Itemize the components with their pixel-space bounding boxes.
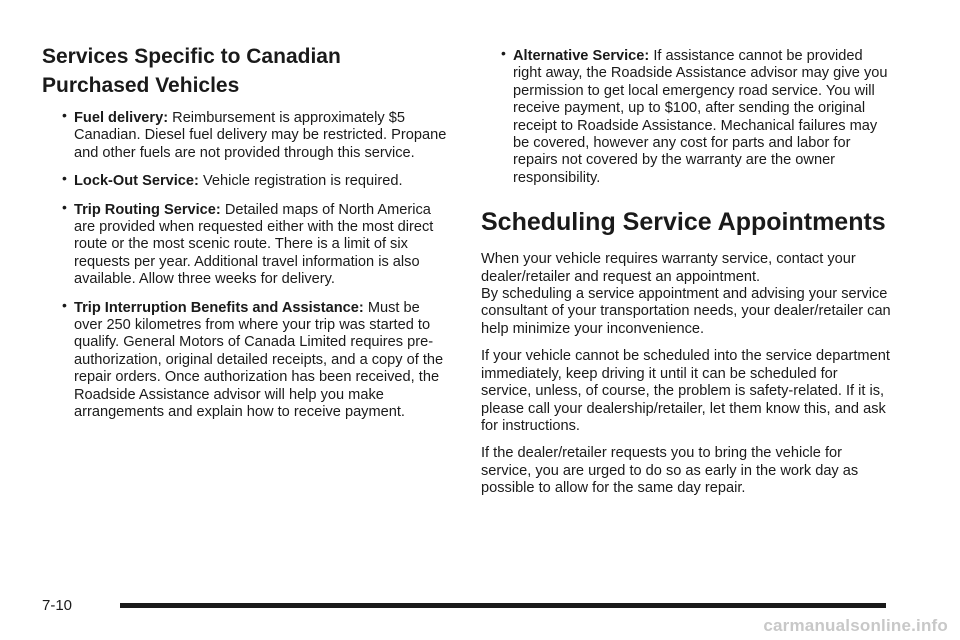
list-item-fuel-delivery (42, 107, 452, 162)
left-column (42, 42, 452, 433)
section-heading-scheduling: Scheduling Service Appointments (481, 208, 886, 237)
right-column (481, 45, 891, 508)
paragraph: By scheduling a service appointment and advising your service consultant of your transportation needs, your dealer/retailer can help minimize your inconvenience. (481, 286, 891, 337)
page-number: 7-10 (42, 597, 73, 614)
item-text: If assistance cannot be provided right away, the Roadside Assistance advisor may give you permission to get local emergency road service. You will receive payment, up to $100, after sending the original receipt to Roadside Assistance. Mechanical failures may be covered, however any cost for parts and labor for repairs not covered by the warranty are the owner responsibility. (513, 48, 888, 186)
item-text: Detailed maps of North America are provided when requested either with the most direct route or the most scenic route. There is a limit of six requests per year. Additional travel information is also available. Allow three weeks for delivery. (74, 201, 434, 288)
item-text: Reimbursement is approximately $5 Canadian. Diesel fuel delivery may be restricted. Propane and other fuels are not provided through this service. (74, 110, 447, 161)
paragraph: When your vehicle requires warranty service, contact your dealer/retailer and request an appointment. (481, 251, 856, 285)
bullet-icon: • (62, 198, 67, 215)
item-text: Vehicle registration is required. (198, 173, 403, 190)
item-lead: Trip Routing Service: (74, 201, 221, 218)
paragraph: If the dealer/retailer requests you to bring the vehicle for service, you are urged to do so as early in the work day as possible to allow for the same day repair. (481, 445, 859, 497)
item-lead: Lock-Out Service: (74, 173, 199, 190)
list-item-trip-routing (42, 198, 452, 289)
list-item-trip-interruption (42, 296, 452, 422)
bullet-icon: • (501, 45, 506, 61)
list-item-lock-out (42, 170, 452, 190)
bullet-icon: • (62, 107, 67, 123)
bullet-icon: • (62, 170, 67, 187)
section-heading-canadian-services: Services Specific to Canadian Purchased Vehicles (42, 45, 341, 97)
item-lead: Fuel delivery: (74, 110, 169, 126)
list-item-alternative-service (481, 45, 891, 187)
footer-rule (120, 603, 886, 608)
bullet-icon: • (62, 296, 67, 313)
paragraph: If your vehicle cannot be scheduled into the service department immediately, keep driving it until it can be scheduled for service, unless, of course, the problem is safety-related. If it is, please call your dealership/retailer, let them know this, and ask for instructions. (481, 348, 890, 434)
item-text: Must be over 250 kilometres from where your trip was started to qualify. General Motors of Canada Limited requires pre-authorization, original detailed receipts, and a copy of the repair orders. Once authorization has been received, the Roadside Assistance advisor will help you make arrangements and explain how to receive payment. (74, 299, 444, 421)
watermark: carmanualsonline.info (763, 616, 948, 635)
item-lead: Alternative Service: (513, 48, 650, 64)
item-lead: Trip Interruption Benefits and Assistance: (74, 299, 364, 316)
